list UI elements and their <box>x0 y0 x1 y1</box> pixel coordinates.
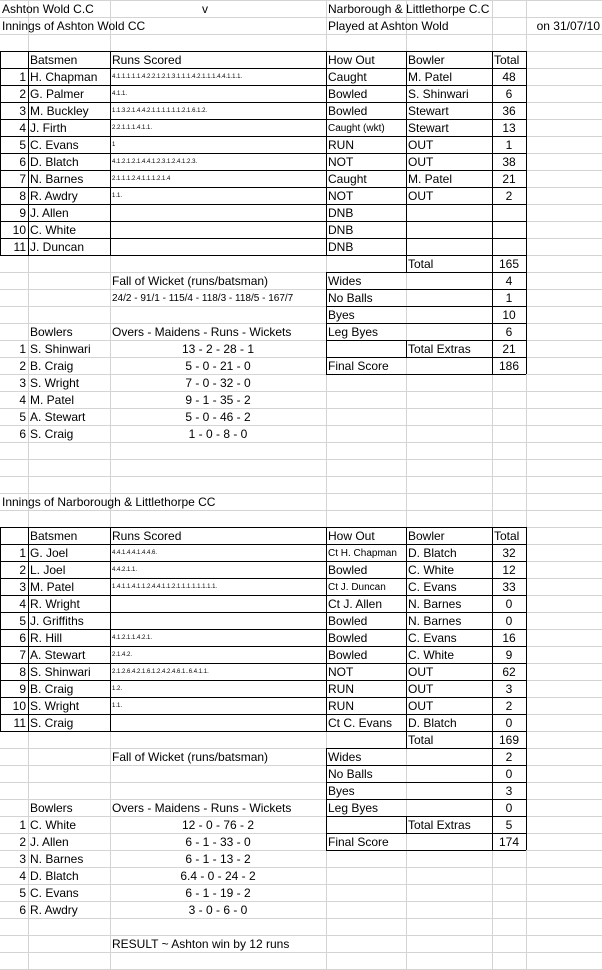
border-line <box>326 799 526 800</box>
bowling-number: 5 <box>19 886 26 900</box>
bowling-figures: 3 - 0 - 6 - 0 <box>188 903 248 917</box>
batting-number: 6 <box>19 155 26 169</box>
border-line <box>526 748 527 850</box>
runs-scored: 1.1. <box>112 193 123 199</box>
batting-number: 10 <box>12 699 26 713</box>
border-line <box>0 561 526 562</box>
border-line <box>526 527 527 748</box>
batting-number: 2 <box>19 87 26 101</box>
batsman-total: 9 <box>505 648 513 662</box>
runs-scored: 4.1.2.1.1.4.2.1. <box>112 635 153 641</box>
batsmen-header: Batsmen <box>30 53 78 67</box>
border-line <box>0 527 526 528</box>
border-line <box>0 187 526 188</box>
border-line <box>326 272 526 273</box>
bowling-number: 6 <box>19 903 26 917</box>
bowling-figures: 12 - 0 - 76 - 2 <box>181 818 255 832</box>
bowling-figures: 9 - 1 - 35 - 2 <box>185 393 251 407</box>
leg-byes-value: 0 <box>505 801 513 815</box>
batsman-name: C. Evans <box>30 138 79 152</box>
innings-title-2: Innings of Narborough & Littlethorpe CC <box>2 495 216 509</box>
bowler-name <box>408 205 490 222</box>
batsman-name: S. Wright <box>30 699 80 713</box>
batsman-total: 48 <box>502 70 516 84</box>
how-out: Caught <box>328 70 367 84</box>
border-line <box>0 663 526 664</box>
leg-byes-value: 6 <box>505 325 513 339</box>
bowler-name <box>408 239 490 256</box>
border-line <box>326 748 327 850</box>
bowler-name: Stewart <box>408 121 449 135</box>
border-line <box>0 153 526 154</box>
batsman-name: B. Craig <box>30 682 74 696</box>
how-out: RUN <box>328 682 354 696</box>
runs-scored <box>112 222 324 239</box>
border-line <box>526 272 527 374</box>
border-line <box>0 595 526 596</box>
batsman-total: 21 <box>502 172 516 186</box>
bowler-name: OUT <box>408 682 434 696</box>
total-label: Total <box>408 733 434 747</box>
versus: v <box>202 2 208 16</box>
how-out-header: How Out <box>328 53 375 67</box>
border-line <box>0 221 526 222</box>
bowler-name: C. White <box>408 648 455 662</box>
total-runs: 169 <box>498 733 520 747</box>
runs-scored: 1.1.3.2.1.4.4.2.1.1.1.1.1.1.2.1.6.1.2. <box>112 108 208 114</box>
bowling-number: 4 <box>19 393 26 407</box>
batsman-total: 1 <box>505 138 513 152</box>
runs-scored: 2.1.2.6.4.2.1.6.1.2.4.2.4.6.1..6.4.1.1. <box>112 669 209 675</box>
bowling-columns-header: Overs - Maidens - Runs - Wickets <box>112 801 292 815</box>
byes-value: 3 <box>505 784 513 798</box>
border-line <box>406 51 407 272</box>
leg-byes-label: Leg Byes <box>328 325 379 339</box>
bowler-name: S. Shinwari <box>30 342 91 356</box>
batsman-name: J. Allen <box>30 206 69 220</box>
border-line <box>0 544 526 545</box>
border-line <box>326 272 327 374</box>
bowler-name: N. Barnes <box>408 597 462 611</box>
batsman-total: 33 <box>502 580 516 594</box>
how-out: Bowled <box>328 563 368 577</box>
border-line <box>110 527 111 731</box>
bowlers-header: Bowlers <box>30 325 73 339</box>
fall-of-wicket-label: Fall of Wicket (runs/batsman) <box>112 274 269 288</box>
how-out: Bowled <box>328 104 368 118</box>
bowler-name: S. Craig <box>30 427 74 441</box>
bowling-number: 6 <box>19 427 26 441</box>
border-line <box>406 816 407 833</box>
batsman-name: D. Blatch <box>30 155 79 169</box>
how-out: RUN <box>328 138 354 152</box>
runs-scored: 4.1.1.1.1.1.4.2.2.1.2.1.3.1.1.1.4.2.1.1.1.4.4.1.1.1. <box>112 74 243 80</box>
batting-number: 3 <box>19 580 26 594</box>
batsman-total <box>494 222 524 239</box>
bowler-name: OUT <box>408 699 434 713</box>
bowler-name: OUT <box>408 138 434 152</box>
border-line <box>0 680 526 681</box>
batsman-name: R. Wright <box>30 597 80 611</box>
bowling-columns-header: Overs - Maidens - Runs - Wickets <box>112 325 292 339</box>
runs-scored-header: Runs Scored <box>112 529 182 543</box>
final-score-value: 174 <box>498 835 520 849</box>
border-line <box>326 833 526 834</box>
how-out: Ct H. Chapman <box>328 548 397 559</box>
border-line <box>326 765 526 766</box>
how-out: Bowled <box>328 614 368 628</box>
bowler-name: M. Patel <box>408 172 453 186</box>
border-line <box>326 51 327 255</box>
batting-number: 9 <box>19 206 26 220</box>
fall-of-wickets: 24/2 - 91/1 - 115/4 - 118/3 - 118/5 - 167/7 <box>112 293 294 304</box>
runs-scored <box>112 239 324 256</box>
home-team: Ashton Wold C.C <box>2 2 94 16</box>
batsman-name: R. Awdry <box>30 189 78 203</box>
how-out: NOT <box>328 665 354 679</box>
batsman-name: R. Hill <box>30 631 62 645</box>
bowling-number: 2 <box>19 359 26 373</box>
runs-scored <box>112 596 324 613</box>
border-line <box>0 68 526 69</box>
how-out: Ct J. Duncan <box>328 582 386 593</box>
batting-number: 1 <box>19 70 26 84</box>
batting-number: 3 <box>19 104 26 118</box>
bowler-name: R. Awdry <box>30 903 78 917</box>
border-line <box>0 51 1 255</box>
bowler-name: A. Stewart <box>30 410 86 424</box>
border-line <box>0 136 526 137</box>
final-score-label: Final Score <box>328 359 389 373</box>
border-line <box>326 374 526 375</box>
batsman-total: 13 <box>502 121 516 135</box>
batting-number: 5 <box>19 614 26 628</box>
runs-scored: 1 <box>112 142 116 148</box>
bowling-number: 5 <box>19 410 26 424</box>
batsman-total: 16 <box>502 631 516 645</box>
batsman-name: L. Joel <box>30 563 66 577</box>
batsman-total: 2 <box>505 699 513 713</box>
batting-number: 4 <box>19 597 26 611</box>
batting-number: 5 <box>19 138 26 152</box>
batsman-total: 62 <box>502 665 516 679</box>
bowler-name: C. Evans <box>408 580 457 594</box>
how-out: Ct J. Allen <box>328 597 383 611</box>
border-line <box>492 748 493 850</box>
how-out: Bowled <box>328 631 368 645</box>
runs-scored <box>112 205 324 222</box>
border-line <box>0 85 526 86</box>
no-balls-value: 1 <box>505 291 513 305</box>
bowler-name: C. White <box>30 818 77 832</box>
bowling-figures: 6 - 1 - 19 - 2 <box>185 886 251 900</box>
bowling-figures: 5 - 0 - 46 - 2 <box>185 410 251 424</box>
wides-label: Wides <box>328 274 362 288</box>
bowling-figures: 5 - 0 - 21 - 0 <box>185 359 251 373</box>
border-line <box>326 357 526 358</box>
border-line <box>0 646 526 647</box>
batting-number: 7 <box>19 172 26 186</box>
no-balls-label: No Balls <box>328 291 373 305</box>
bowler-name: J. Allen <box>30 835 69 849</box>
bowler-header: Bowler <box>408 529 445 543</box>
batsman-total: 6 <box>505 87 513 101</box>
batsman-name: J. Firth <box>30 121 67 135</box>
match-date: on 31/07/10 <box>536 19 600 33</box>
runs-scored: 1.4.1.1.4.1.1.2.4.4.1.1.2.1.1.1.1.1.1.1.1. <box>112 584 218 590</box>
how-out: DNB <box>328 223 354 237</box>
bowling-number: 3 <box>19 852 26 866</box>
border-line <box>326 527 327 731</box>
runs-scored-header: Runs Scored <box>112 53 182 67</box>
bowling-number: 2 <box>19 835 26 849</box>
batsman-total <box>494 239 524 256</box>
batsman-name: S. Craig <box>30 716 74 730</box>
batting-number: 7 <box>19 648 26 662</box>
batsman-name: J. Duncan <box>30 240 85 254</box>
how-out: Bowled <box>328 87 368 101</box>
bowling-number: 4 <box>19 869 26 883</box>
how-out: Ct C. Evans <box>328 716 393 730</box>
total-header: Total <box>494 53 520 67</box>
batting-number: 4 <box>19 121 26 135</box>
byes-label: Byes <box>328 308 355 322</box>
border-line <box>0 255 526 256</box>
bowler-header: Bowler <box>408 53 445 67</box>
leg-byes-label: Leg Byes <box>328 801 379 815</box>
bowler-name: OUT <box>408 189 434 203</box>
border-line <box>0 238 526 239</box>
bowler-name: OUT <box>408 155 434 169</box>
bowler-name: S. Wright <box>30 376 80 390</box>
batsman-name: G. Joel <box>30 546 69 560</box>
bowler-name: D. Blatch <box>408 716 457 730</box>
wides-value: 4 <box>505 274 513 288</box>
total-extras-label: Total Extras <box>408 342 471 356</box>
bowling-number: 3 <box>19 376 26 390</box>
runs-scored: 4.4.2.1.1. <box>112 567 138 573</box>
bowler-name <box>408 222 490 239</box>
how-out: NOT <box>328 155 354 169</box>
bowler-name: D. Blatch <box>408 546 457 560</box>
bowler-name: C. Evans <box>408 631 457 645</box>
border-line <box>326 306 526 307</box>
border-line <box>326 748 526 749</box>
total-extras-value: 5 <box>505 818 513 832</box>
no-balls-value: 0 <box>505 767 513 781</box>
batting-number: 10 <box>12 223 26 237</box>
batsman-total: 0 <box>505 597 513 611</box>
bowlers-header: Bowlers <box>30 801 73 815</box>
innings-title-1: Innings of Ashton Wold CC <box>2 19 146 33</box>
final-score-label: Final Score <box>328 835 389 849</box>
bowling-number: 1 <box>19 818 26 832</box>
total-extras-value: 21 <box>502 342 516 356</box>
border-line <box>0 731 526 732</box>
venue: Played at Ashton Wold <box>328 19 449 33</box>
runs-scored <box>112 613 324 630</box>
batsman-total: 12 <box>502 563 516 577</box>
final-score-value: 186 <box>498 359 520 373</box>
border-line <box>0 119 526 120</box>
batsman-total: 36 <box>502 104 516 118</box>
total-label: Total <box>408 257 434 271</box>
bowler-name: D. Blatch <box>30 869 79 883</box>
how-out-header: How Out <box>328 529 375 543</box>
total-header: Total <box>494 529 520 543</box>
gridline <box>0 459 602 460</box>
border-line <box>28 527 29 731</box>
border-line <box>0 204 526 205</box>
bowler-name: S. Shinwari <box>408 87 469 101</box>
batting-number: 1 <box>19 546 26 560</box>
runs-scored <box>112 715 324 732</box>
border-line <box>0 629 526 630</box>
byes-value: 10 <box>502 308 516 322</box>
bowler-name: N. Barnes <box>408 614 462 628</box>
fall-of-wicket-label: Fall of Wicket (runs/batsman) <box>112 750 269 764</box>
how-out: RUN <box>328 699 354 713</box>
batting-number: 11 <box>13 716 26 730</box>
border-line <box>326 289 526 290</box>
border-line <box>326 816 526 817</box>
how-out: DNB <box>328 240 354 254</box>
runs-scored: 1.1. <box>112 703 123 709</box>
border-line <box>492 272 493 374</box>
runs-scored: 2.2.1.1.1.4.1.1. <box>112 125 153 131</box>
batsman-name: G. Palmer <box>30 87 85 101</box>
bowling-figures: 7 - 0 - 32 - 0 <box>185 376 251 390</box>
byes-label: Byes <box>328 784 355 798</box>
total-runs: 165 <box>498 257 520 271</box>
bowler-name: C. Evans <box>30 886 79 900</box>
border-line <box>326 782 526 783</box>
border-line <box>326 340 526 341</box>
batsman-name: S. Shinwari <box>30 665 91 679</box>
batting-number: 11 <box>13 240 26 254</box>
match-result: RESULT ~ Ashton win by 12 runs <box>112 937 290 951</box>
border-line <box>0 51 526 52</box>
batsman-name: J. Griffiths <box>30 614 84 628</box>
wides-label: Wides <box>328 750 362 764</box>
bowler-name: B. Craig <box>30 359 74 373</box>
batsman-total: 32 <box>502 546 516 560</box>
bowler-name: N. Barnes <box>30 852 84 866</box>
batsman-total <box>494 205 524 222</box>
batsman-total: 0 <box>505 614 513 628</box>
border-line <box>326 850 526 851</box>
bowling-figures: 13 - 2 - 28 - 1 <box>181 342 255 356</box>
border-line <box>0 714 526 715</box>
away-team: Narborough & Littlethorpe C.C <box>328 2 490 16</box>
batting-number: 9 <box>19 682 26 696</box>
batsman-name: H. Chapman <box>30 70 98 84</box>
runs-scored: 4.1.2.1.2.1.4.4.1.2.3.1.2.4.1.2.3. <box>112 159 198 165</box>
gridline <box>0 476 602 477</box>
border-line <box>0 527 1 731</box>
bowling-figures: 6.4 - 0 - 24 - 2 <box>180 869 256 883</box>
border-line <box>526 51 527 272</box>
batsman-name: N. Barnes <box>30 172 84 186</box>
how-out: Caught (wkt) <box>328 123 385 134</box>
batting-number: 2 <box>19 563 26 577</box>
bowler-name: M. Patel <box>30 393 75 407</box>
border-line <box>492 527 493 748</box>
border-line <box>110 51 111 255</box>
bowler-name: C. White <box>408 563 455 577</box>
bowling-figures: 1 - 0 - 8 - 0 <box>188 427 248 441</box>
runs-scored: 1.2. <box>112 686 123 692</box>
no-balls-label: No Balls <box>328 767 373 781</box>
how-out: DNB <box>328 206 354 220</box>
batting-number: 8 <box>19 189 26 203</box>
bowling-figures: 6 - 1 - 13 - 2 <box>185 852 251 866</box>
bowler-name: Stewart <box>408 104 449 118</box>
batting-number: 6 <box>19 631 26 645</box>
how-out: Caught <box>328 172 367 186</box>
border-line <box>406 340 407 357</box>
batsman-name: A. Stewart <box>30 648 86 662</box>
batsman-total: 2 <box>505 189 513 203</box>
border-line <box>326 323 526 324</box>
bowling-figures: 6 - 1 - 33 - 0 <box>185 835 251 849</box>
bowler-name: M. Patel <box>408 70 453 84</box>
border-line <box>492 51 493 272</box>
batsman-name: M. Buckley <box>30 104 89 118</box>
runs-scored: 4.4.1.4.4.1.4.4.6. <box>112 550 158 556</box>
border-line <box>0 578 526 579</box>
border-line <box>0 612 526 613</box>
wides-value: 2 <box>505 750 513 764</box>
batsman-total: 0 <box>505 716 513 730</box>
border-line <box>406 527 407 748</box>
runs-scored: 2.1.1.1.2.4.1.1.1.2.1.4 <box>112 176 171 182</box>
batsmen-header: Batsmen <box>30 529 78 543</box>
total-extras-label: Total Extras <box>408 818 471 832</box>
runs-scored: 2.1.4.2. <box>112 652 133 658</box>
how-out: Bowled <box>328 648 368 662</box>
border-line <box>0 170 526 171</box>
batsman-total: 3 <box>505 682 513 696</box>
border-line <box>0 102 526 103</box>
batsman-name: C. White <box>30 223 77 237</box>
batsman-total: 38 <box>502 155 516 169</box>
bowling-number: 1 <box>19 342 26 356</box>
bowler-name: OUT <box>408 665 434 679</box>
how-out: NOT <box>328 189 354 203</box>
runs-scored: 4.1.1. <box>112 91 128 97</box>
batting-number: 8 <box>19 665 26 679</box>
border-line <box>28 51 29 255</box>
border-line <box>0 697 526 698</box>
batsman-name: M. Patel <box>30 580 75 594</box>
